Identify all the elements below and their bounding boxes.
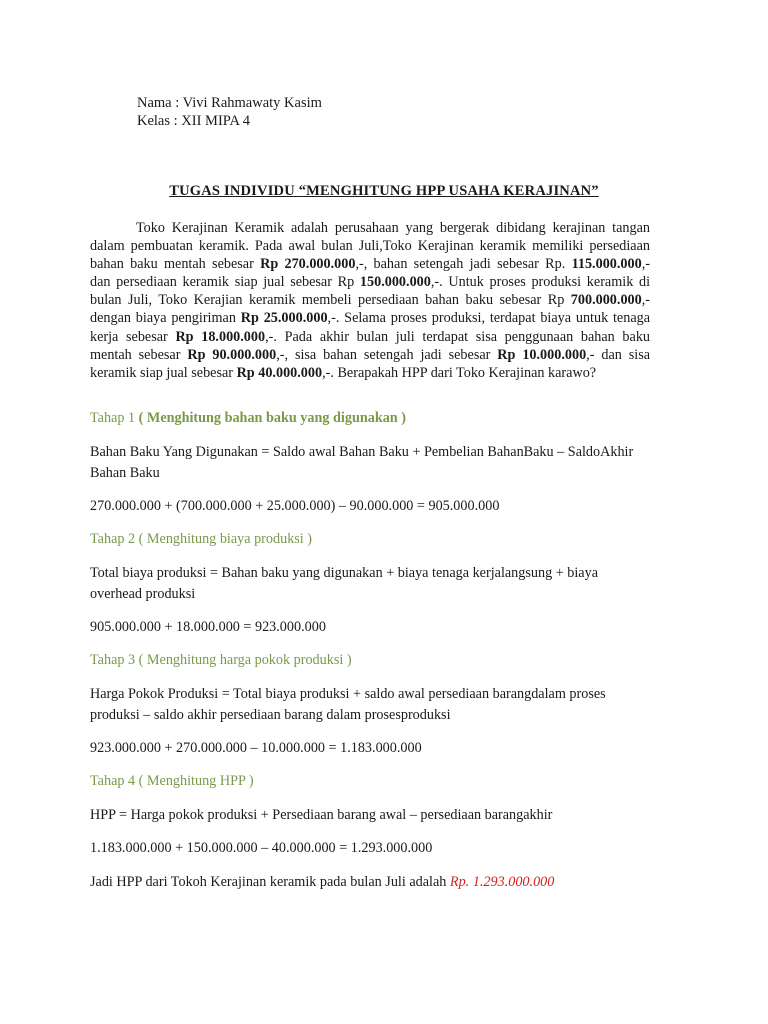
step-3-formula: Harga Pokok Produksi = Total biaya produksi + saldo awal persediaan barangdalam proses [90, 686, 606, 702]
conclusion-text: Jadi HPP dari Tokoh Kerajinan keramik pada bulan Juli adalah [90, 874, 450, 890]
step-4-formula: HPP = Harga pokok produksi + Persediaan barang awal – persediaan barangakhir [90, 807, 553, 823]
step-1-formula: Bahan Baku Yang Digunakan = Saldo awal Bahan Baku + Pembelian BahanBaku – SaldoAkhir [90, 444, 634, 460]
paragraph-line: mentah sebesar Rp 90.000.000,-, sisa bahan setengah jadi sebesar Rp 10.000.000,- dan sisa [90, 346, 651, 363]
step-3-heading: Tahap 3 ( Menghitung harga pokok produksi ) [90, 652, 352, 668]
student-class: Kelas : XII MIPA 4 [137, 113, 251, 129]
paragraph-line: dalam pembuatan keramik. Pada awal bulan Juli,Toko Kerajinan keramik memiliki persediaan [90, 238, 650, 255]
paragraph-line: dan persediaan keramik siap jual sebesar Rp 150.000.000,-. Untuk proses produksi keramik di [90, 274, 651, 291]
step-2-formula: Total biaya produksi = Bahan baku yang digunakan + biaya tenaga kerjalangsung + biaya [90, 565, 598, 581]
step-2-formula-cont: overhead produksi [90, 586, 196, 602]
paragraph-line: dengan biaya pengiriman Rp 25.000.000,-. Selama proses produksi, terdapat biaya untuk tenaga [90, 310, 651, 327]
student-name: Nama : Vivi Rahmawaty Kasim [137, 95, 322, 111]
step-3-formula-cont: produksi – saldo akhir persediaan barang dalam prosesproduksi [90, 707, 451, 723]
problem-paragraph [90, 219, 650, 382]
step-2-calculation: 905.000.000 + 18.000.000 = 923.000.000 [90, 619, 326, 635]
paragraph-line: kerja sebesar Rp 18.000.000,-. Pada akhir bulan juli terdapat sisa penggunaan bahan baku [90, 328, 651, 345]
step-2-heading: Tahap 2 ( Menghitung biaya produksi ) [90, 531, 313, 547]
paragraph-line: keramik siap jual sebesar Rp 40.000.000,-. Berapakah HPP dari Toko Kerajinan karawo? [90, 364, 597, 381]
document-title: TUGAS INDIVIDU “MENGHITUNG HPP USAHA KERAJINAN” [169, 183, 599, 199]
step-4-calculation: 1.183.000.000 + 150.000.000 – 40.000.000 = 1.293.000.000 [90, 840, 433, 856]
conclusion [90, 873, 554, 891]
paragraph-line: Toko Kerajinan Keramik adalah perusahaan yang bergerak dibidang kerajinan tangan [136, 220, 650, 236]
paragraph-line: bulan Juli, Toko Kerajian keramik membeli persediaan bahan baku sebesar Rp 700.000.000,- [90, 292, 650, 309]
step-1-formula-cont: Bahan Baku [90, 465, 160, 481]
paragraph-line: bahan baku mentah sebesar Rp 270.000.000,-, bahan setengah jadi sebesar Rp. 115.000.000,- [90, 256, 650, 273]
step-1-heading: Tahap 1 ( Menghitung bahan baku yang digunakan ) [90, 410, 406, 426]
step-4-heading: Tahap 4 ( Menghitung HPP ) [90, 773, 254, 789]
hpp-answer: Rp. 1.293.000.000 [449, 874, 555, 890]
step-1-calculation: 270.000.000 + (700.000.000 + 25.000.000) – 90.000.000 = 905.000.000 [90, 498, 500, 514]
step-3-calculation: 923.000.000 + 270.000.000 – 10.000.000 = 1.183.000.000 [90, 740, 422, 756]
